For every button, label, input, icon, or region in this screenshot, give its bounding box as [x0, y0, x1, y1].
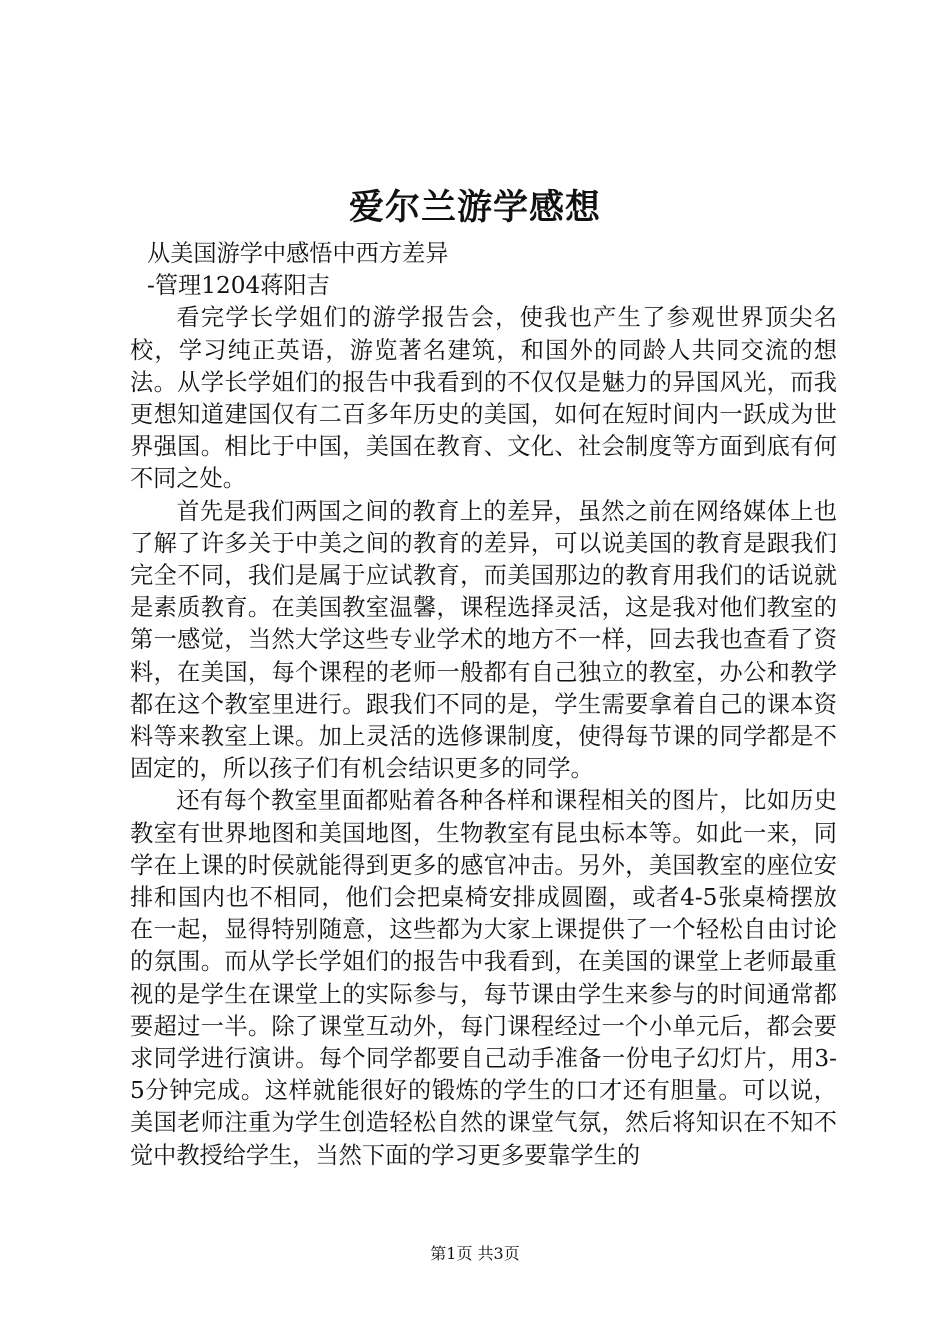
paragraph-3: 还有每个教室里面都贴着各种各样和课程相关的图片，比如历史教室有世界地图和美国地图，生物教室有昆虫标本等。如此一来，同学在上课的时侯就能得到更多的感官冲击。另外，美国教室的座位安排和国内也不相同，他们会把桌椅安排成圆圈，或者4-5张桌椅摆放在一起，显得特别随意，这些都为大家上课提供了一个轻松自由讨论的氛围。而从学长学姐们的报告中我看到，在美国的课堂上老师最重视的是学生在课堂上的实际参与，每节课由学生来参与的时间通常都要超过一半。除了课堂互动外，每门课程经过一个小单元后，都会要求同学进行演讲。每个同学都要自己动手准备一份电子幻灯片，用3-5分钟完成。这样就能很好的锻炼的学生的口才还有胆量。可以说，美国老师注重为学生创造轻松自然的课堂气氛，然后将知识在不知不觉中教授给学生，当然下面的学习更多要靠学生的: [130, 787, 837, 1169]
page-indicator: 第1页 共3页: [430, 1244, 520, 1263]
author-line: -管理1204蒋阳吉: [147, 272, 330, 300]
paragraph-1: 看完学长学姐们的游学报告会，使我也产生了参观世界顶尖名校，学习纯正英语，游览著名建筑，和国外的同龄人共同交流的想法。从学长学姐们的报告中我看到的不仅仅是魅力的异国风光，而我更想知道建国仅有二百多年历史的美国，如何在短时间内一跃成为世界强国。相比于中国，美国在教育、文化、社会制度等方面到底有何不同之处。: [130, 304, 837, 493]
document-body: [130, 238, 837, 1172]
document-title: 爱尔兰游学感想: [348, 187, 601, 228]
document-subtitle: 从美国游学中感悟中西方差异: [147, 240, 449, 267]
paragraph-2: 首先是我们两国之间的教育上的差异，虽然之前在网络媒体上也了解了许多关于中美之间的教育的差异，可以说美国的教育是跟我们完全不同，我们是属于应试教育，而美国那边的教育用我们的话说就是素质教育。在美国教室温馨，课程选择灵活，这是我对他们教室的第一感觉，当然大学这些专业学术的地方不一样，回去我也查看了资料，在美国，每个课程的老师一般都有自己独立的教室，办公和教学都在这个教室里进行。跟我们不同的是，学生需要拿着自己的课本资料等来教室上课。加上灵活的选修课制度，使得每节课的同学都是不固定的，所以孩子们有机会结识更多的同学。: [130, 497, 837, 783]
